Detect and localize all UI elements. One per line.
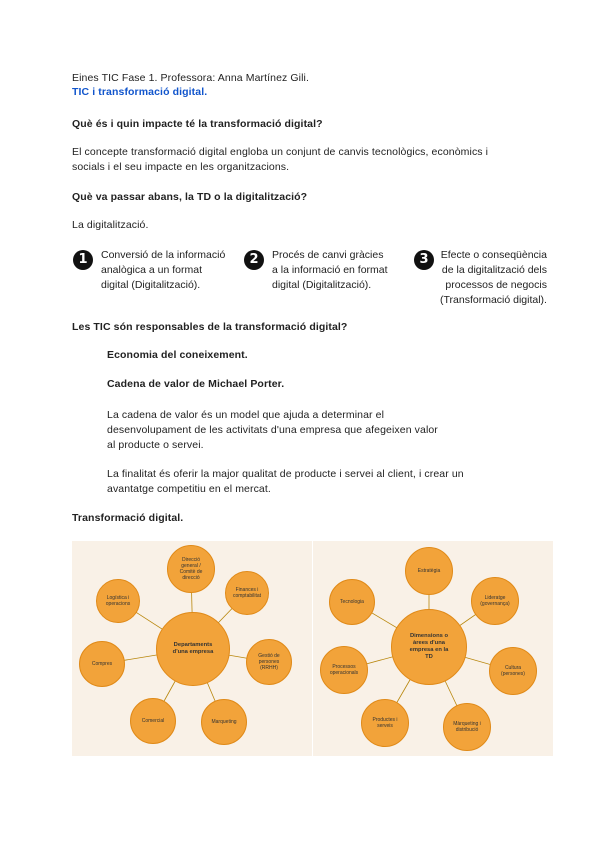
diagram-node: Gestió de persones (RRHH)	[246, 639, 292, 685]
heading-q3: Les TIC són responsables de la transformació digital?	[72, 321, 348, 333]
diagram-node: Logística i operacions	[96, 579, 140, 623]
step-line: Efecte o conseqüència	[440, 249, 547, 261]
step-line: Procés de canvi gràcies	[272, 249, 384, 261]
diagram-center-node: Departaments d'una empresa	[156, 612, 230, 686]
diagram-node: Cultura (persones)	[489, 647, 537, 695]
step-line: de la digitalització dels	[441, 264, 547, 276]
para-line: desenvolupament de les activitats d'una empresa que afegeixen valor	[107, 424, 438, 436]
diagram-node: Lideratge (governança)	[471, 577, 519, 625]
para-line: La finalitat és oferir la major qualitat de producte i servei al client, i crear un	[107, 468, 464, 480]
diagram-node: Direcció general / Comitè de direcció	[167, 545, 215, 593]
step-line: digital (Digitalització).	[272, 279, 372, 291]
value-chain-paragraph	[107, 408, 438, 453]
step-2-text	[272, 248, 388, 293]
subheading-porter: Cadena de valor de Michael Porter.	[107, 378, 285, 390]
purpose-paragraph	[107, 467, 464, 497]
departments-diagram	[72, 541, 312, 756]
diagram-node: Finances i comptabilitat	[225, 571, 269, 615]
q2-answer: La digitalització.	[72, 219, 149, 231]
diagram-node: Productes i serveis	[361, 699, 409, 747]
step-1-text	[101, 248, 225, 293]
diagram-node: Estratègia	[405, 547, 453, 595]
para-line: La cadena de valor és un model que ajuda a determinar el	[107, 409, 385, 421]
step-3-text	[440, 248, 547, 308]
step-number-1: 1	[73, 250, 93, 270]
heading-q1: Què és i quin impacte té la transformació digital?	[72, 118, 323, 130]
diagram-node: Processos operacionals	[320, 646, 368, 694]
step-line: digital (Digitalització).	[101, 279, 201, 291]
step-number-3: 3	[414, 250, 434, 270]
diagram-node: Tecnologia	[329, 579, 375, 625]
step-line: processos de negocis	[445, 279, 547, 291]
step-number-2: 2	[244, 250, 264, 270]
diagram-node: Màrqueting i distribució	[443, 703, 491, 751]
diagram-center-node: Dimensions o àrees d'una empresa en la TD	[391, 609, 467, 685]
heading-q2: Què va passar abans, la TD o la digitalització?	[72, 191, 308, 203]
document-title: TIC i transformació digital.	[72, 86, 208, 98]
q1-line: El concepte transformació digital engloba un conjunt de canvis tecnològics, econòmics i	[72, 146, 489, 158]
para-line: avantatge competitiu en el mercat.	[107, 483, 271, 495]
subheading-economy: Economia del coneixement.	[107, 349, 248, 361]
q1-line: socials i el seu impacte en les organitzacions.	[72, 161, 290, 173]
diagram-node: Compres	[79, 641, 125, 687]
q1-paragraph	[72, 145, 488, 175]
header-line: Eines TIC Fase 1. Professora: Anna Martínez Gili.	[72, 72, 309, 84]
step-line: analògica a un format	[101, 264, 202, 276]
step-line: Conversió de la informació	[101, 249, 226, 261]
para-line: al producte o servei.	[107, 439, 204, 451]
diagram-node: Comercial	[130, 698, 176, 744]
td-dimensions-diagram	[313, 541, 553, 756]
step-line: (Transformació digital).	[440, 294, 547, 306]
step-line: a la informació en format	[272, 264, 388, 276]
diagram-node: Marqueting	[201, 699, 247, 745]
heading-q4: Transformació digital.	[72, 512, 184, 524]
